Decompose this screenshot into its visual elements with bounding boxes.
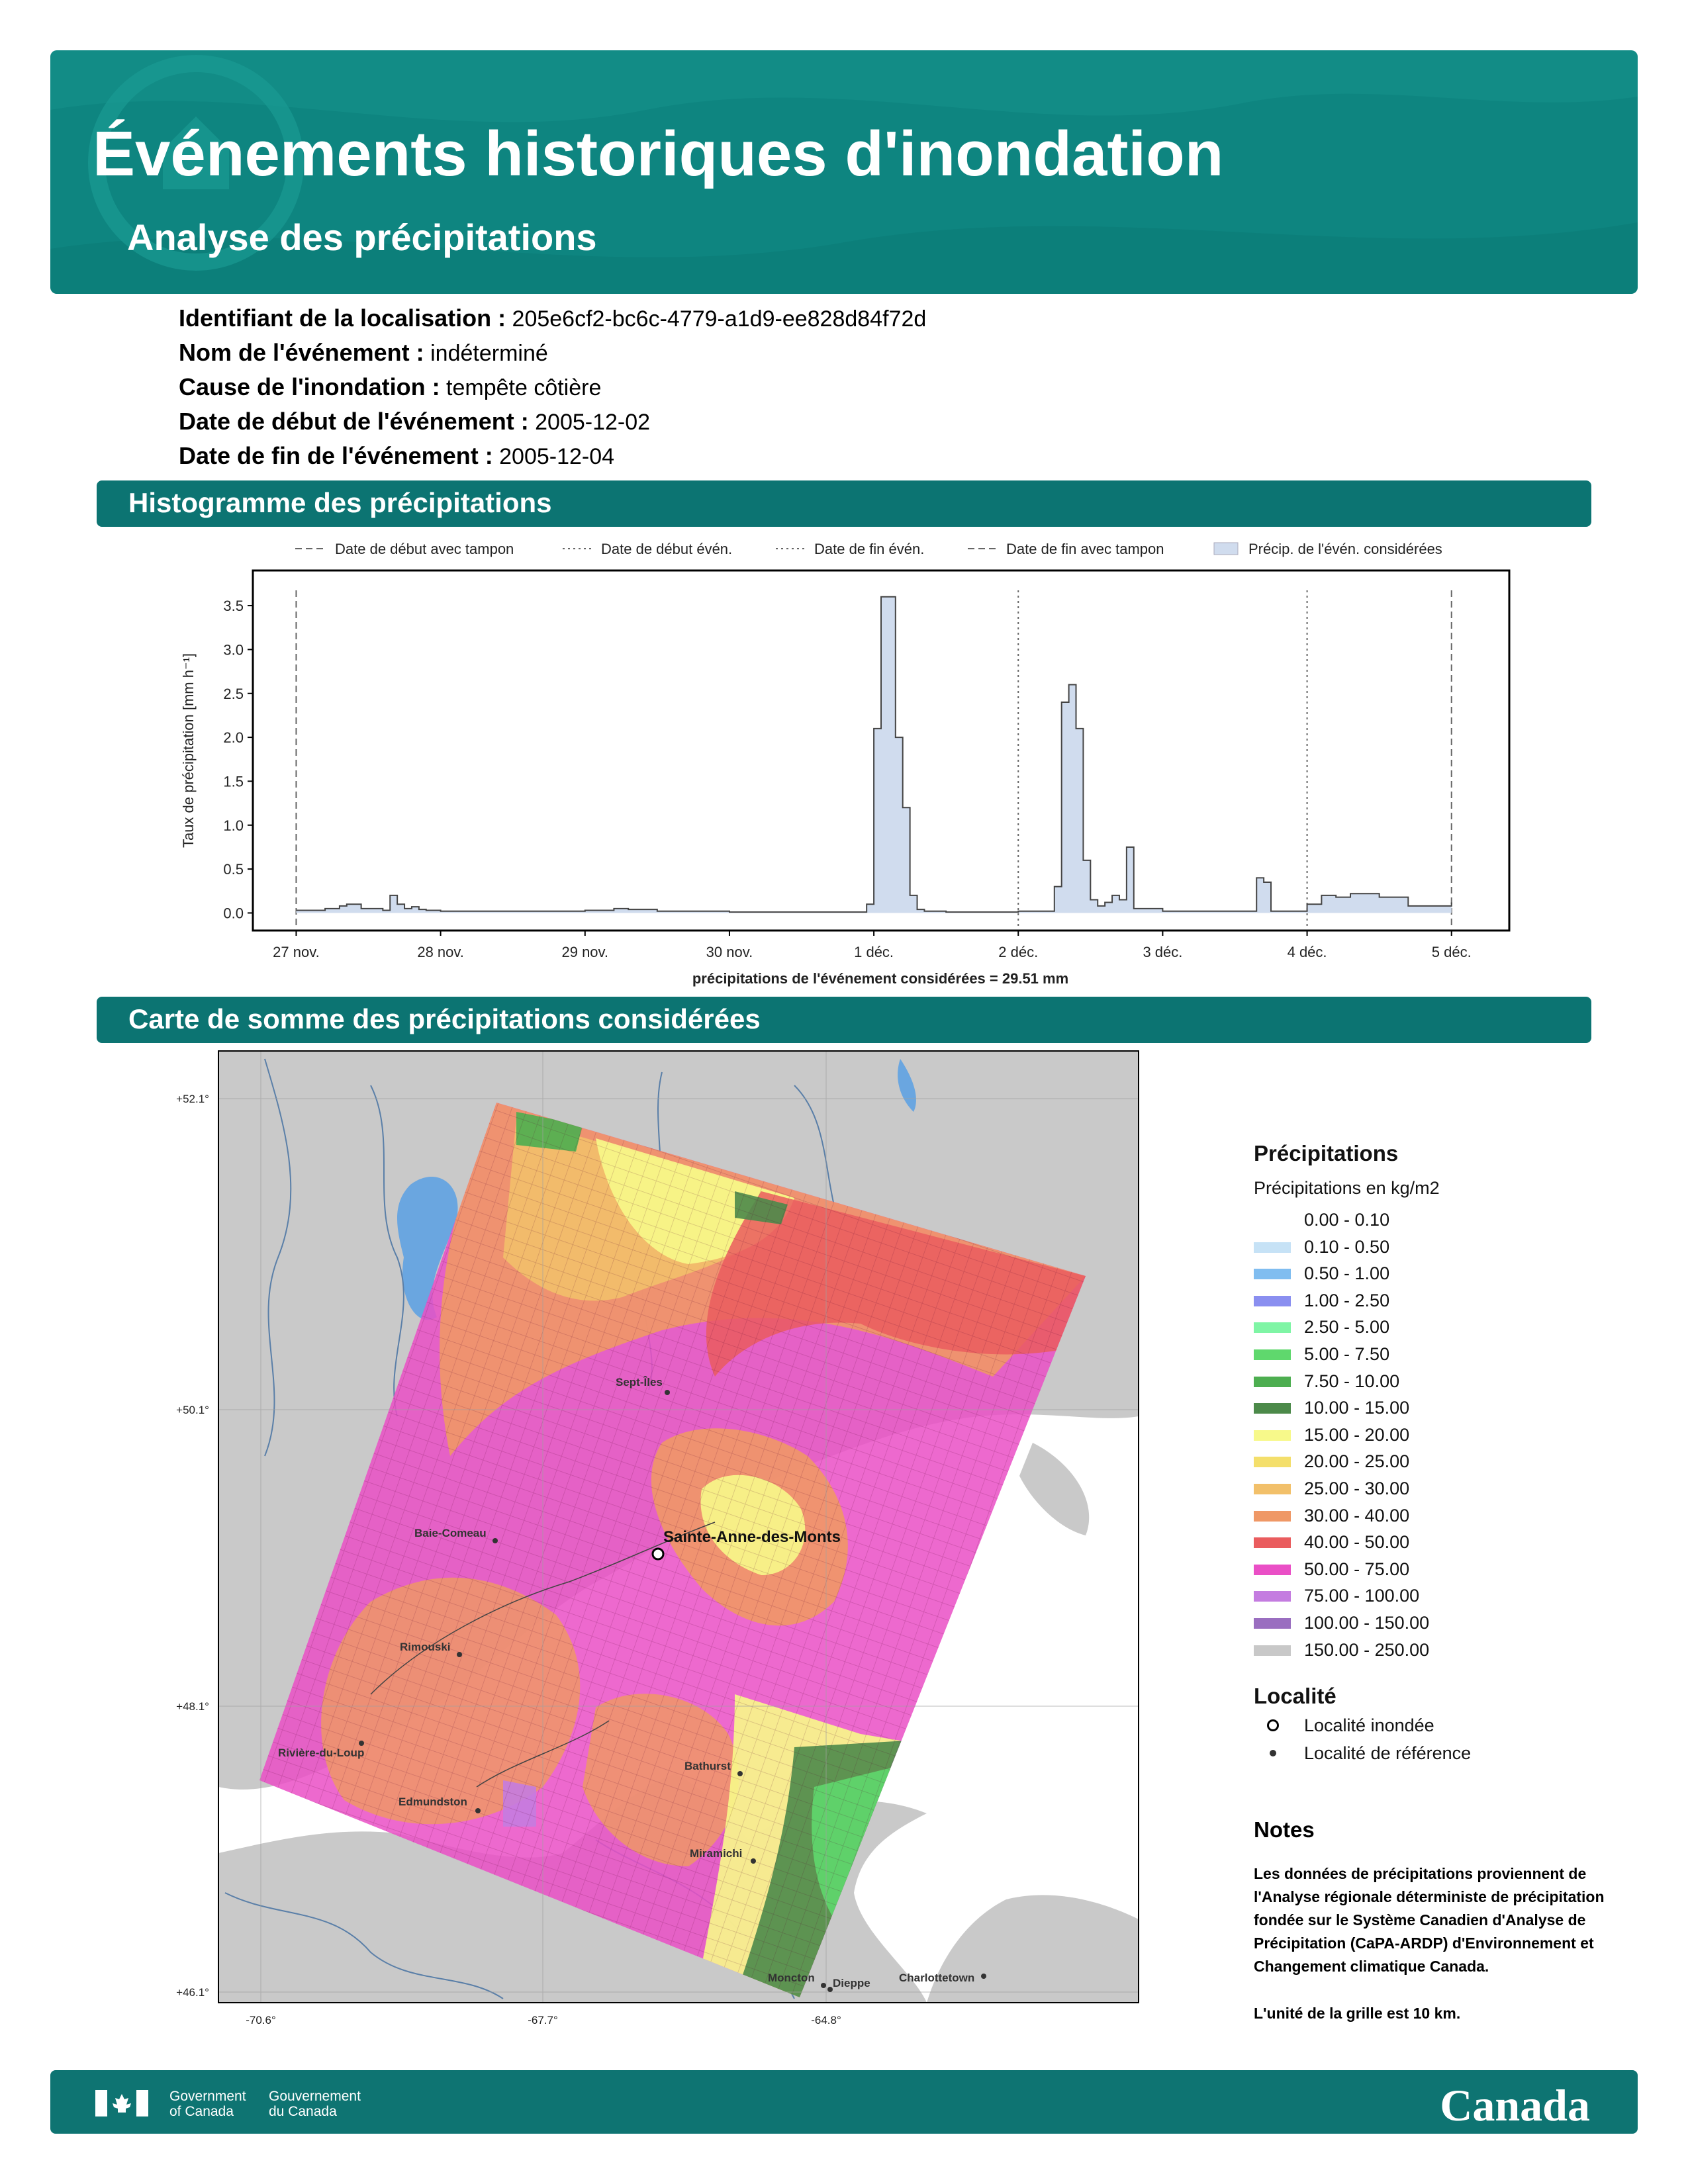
legend-color-swatch: [1254, 1484, 1291, 1494]
legend-label-buffer-end: Date de fin avec tampon: [1006, 541, 1164, 557]
section-title: Carte de somme des précipitations considérées: [128, 1003, 761, 1034]
info-label: Cause de l'inondation :: [179, 373, 440, 400]
info-label: Identifiant de la localisation :: [179, 304, 506, 332]
legend-color-swatch: [1254, 1511, 1291, 1522]
legend-item-label: 15.00 - 20.00: [1304, 1424, 1410, 1445]
legend-item-label: 50.00 - 75.00: [1304, 1559, 1410, 1579]
reference-locality-marker: [821, 1983, 826, 1988]
canada-flag-icon: [95, 2090, 148, 2116]
legend-color-swatch: [1254, 1322, 1291, 1333]
legend-item-label: 40.00 - 50.00: [1304, 1532, 1410, 1553]
info-label: Date de début de l'événement :: [179, 408, 529, 435]
longitude-labels: [246, 2014, 841, 2026]
city-label: Sept-Îles: [616, 1376, 663, 1388]
reference-locality-marker: [457, 1652, 462, 1657]
info-label: Date de fin de l'événement :: [179, 442, 493, 469]
x-tick-label: 27 nov.: [273, 944, 320, 960]
x-axis-caption: précipitations de l'événement considérées = 29.51 mm: [692, 970, 1069, 987]
gov-en: [169, 2089, 246, 2119]
flooded-locality-marker: [653, 1549, 663, 1559]
legend-title: Précipitations: [1254, 1141, 1399, 1165]
city-label: Miramichi: [690, 1847, 743, 1860]
city-label: Moncton: [768, 1972, 815, 1984]
y-tick-label: 1.5: [223, 773, 244, 790]
legend-item-label: 0.00 - 0.10: [1304, 1210, 1390, 1230]
info-value: 2005-12-02: [535, 410, 651, 435]
longitude-label: -64.8°: [811, 2014, 841, 2026]
legend-color-swatch: [1254, 1591, 1291, 1602]
legend-color-swatch: [1254, 1242, 1291, 1253]
y-tick-label: 0.0: [223, 905, 244, 922]
gov-fr-line-1: Gouvernement: [269, 2089, 361, 2104]
x-tick-label: 3 déc.: [1143, 944, 1183, 960]
legend-item-label: 25.00 - 30.00: [1304, 1479, 1410, 1498]
notes-grid-unit: L'unité de la grille est 10 km.: [1254, 2005, 1461, 2022]
y-axis-label: Taux de précipitation [mm h⁻¹]: [180, 653, 197, 848]
legend-item-label: 0.10 - 0.50: [1304, 1236, 1390, 1257]
latitude-label: +48.1°: [176, 1700, 209, 1713]
city-label: Rimouski: [400, 1641, 451, 1653]
info-value: 205e6cf2-bc6c-4779-a1d9-ee828d84f72d: [512, 306, 927, 332]
gov-fr: [269, 2089, 361, 2119]
reference-locality-marker: [981, 1974, 986, 1979]
page-footer: [50, 2070, 1638, 2134]
y-tick-label: 3.0: [223, 641, 244, 659]
x-tick-label: 1 déc.: [854, 944, 894, 960]
latitude-labels: [176, 1093, 209, 1999]
notes-title: Notes: [1254, 1817, 1315, 1842]
info-value: 2005-12-04: [499, 444, 615, 469]
legend-item-label: 5.00 - 7.50: [1304, 1344, 1390, 1364]
map-legend: [1254, 1141, 1472, 1763]
latitude-label: +46.1°: [176, 1986, 209, 1999]
latitude-label: +52.1°: [176, 1093, 209, 1105]
legend-color-swatch: [1254, 1618, 1291, 1629]
legend-item-label: 2.50 - 5.00: [1304, 1317, 1390, 1338]
legend-item-label: 0.50 - 1.00: [1304, 1263, 1390, 1284]
info-label: Nom de l'événement :: [179, 339, 424, 366]
y-tick-label: 0.5: [223, 861, 244, 878]
gov-en-line-1: Government: [169, 2089, 246, 2104]
y-tick-label: 2.0: [223, 729, 244, 747]
gov-en-line-2: of Canada: [169, 2104, 234, 2119]
city-label: Sainte-Anne-des-Monts: [663, 1528, 841, 1546]
legend-label: Localité de référence: [1304, 1743, 1472, 1763]
legend-label: Localité inondée: [1304, 1715, 1434, 1735]
city-label: Bathurst: [684, 1760, 731, 1772]
legend-subtitle: Précipitations en kg/m2: [1254, 1178, 1440, 1198]
legend-label-event-start: Date de début évén.: [601, 541, 733, 557]
legend-label-event-precip: Précip. de l'évén. considérées: [1248, 541, 1442, 557]
reference-locality-marker: [751, 1858, 756, 1864]
x-tick-label: 28 nov.: [417, 944, 464, 960]
notes: [1254, 1817, 1624, 2025]
page-subtitle: Analyse des précipitations: [127, 216, 597, 258]
longitude-label: -70.6°: [246, 2014, 276, 2026]
open-circle-icon: [1267, 1719, 1279, 1731]
legend-item-label: 1.00 - 2.50: [1304, 1290, 1390, 1310]
x-tick-label: 2 déc.: [998, 944, 1039, 960]
reference-locality-marker: [492, 1538, 498, 1543]
dot-icon: [1270, 1750, 1276, 1756]
legend-item-label: 7.50 - 10.00: [1304, 1371, 1400, 1391]
notes-text: Les données de précipitations proviennent de l'Analyse régionale déterministe de précipitation fondée sur le Système Canadien d'Analyse de Précipitation (CaPA-ARDP) d'Environnement et Changement climatique Canada.: [1254, 1865, 1605, 1975]
city-label: Dieppe: [833, 1977, 870, 1989]
city-label: Charlottetown: [899, 1972, 975, 1984]
info-value: indéterminé: [430, 341, 548, 366]
x-tick-label: 4 déc.: [1287, 944, 1327, 960]
latitude-label: +50.1°: [176, 1404, 209, 1416]
legend-color-swatch: [1254, 1565, 1291, 1575]
legend-item-label: 75.00 - 100.00: [1304, 1586, 1420, 1606]
locality-title: Localité: [1254, 1684, 1336, 1708]
y-tick-label: 2.5: [223, 685, 244, 702]
x-tick-label: 30 nov.: [706, 944, 753, 960]
y-tick-label: 1.0: [223, 817, 244, 834]
legend-color-swatch: [1254, 1457, 1291, 1467]
legend-item-label: 20.00 - 25.00: [1304, 1451, 1410, 1472]
reference-locality-marker: [475, 1808, 481, 1813]
longitude-label: -67.7°: [528, 2014, 558, 2026]
map-frame-content: [218, 1051, 1139, 2003]
legend-color-swatch: [1254, 1215, 1291, 1226]
legend-item-label: 100.00 - 150.00: [1304, 1613, 1430, 1633]
info-value: tempête côtière: [446, 375, 602, 400]
reference-locality-marker: [665, 1390, 670, 1395]
city-label: Edmundston: [399, 1796, 467, 1808]
x-tick-label: 5 déc.: [1431, 944, 1472, 960]
section-title: Histogramme des précipitations: [128, 487, 552, 518]
legend-color-swatch: [1254, 1403, 1291, 1414]
legend-label-event-end: Date de fin évén.: [814, 541, 925, 557]
canada-wordmark: Canada: [1440, 2080, 1590, 2130]
legend-item-label: 30.00 - 40.00: [1304, 1505, 1410, 1525]
legend-color-swatch: [1254, 1269, 1291, 1279]
gov-fr-line-2: du Canada: [269, 2104, 337, 2119]
page-title: Événements historiques d'inondation: [93, 118, 1224, 189]
legend-color-swatch: [1254, 1430, 1291, 1441]
legend-color-swatch: [1254, 1377, 1291, 1387]
legend-color-swatch: [1254, 1296, 1291, 1306]
y-tick-label: 3.5: [223, 598, 244, 615]
city-label: Rivière-du-Loup: [278, 1747, 365, 1759]
reference-locality-marker: [359, 1741, 364, 1746]
legend-item-label: 150.00 - 250.00: [1304, 1639, 1430, 1660]
legend-item-label: 10.00 - 15.00: [1304, 1398, 1410, 1418]
legend-color-swatch: [1254, 1537, 1291, 1548]
city-label: Baie-Comeau: [414, 1527, 487, 1539]
reference-locality-marker: [827, 1987, 833, 1992]
reference-locality-marker: [737, 1771, 743, 1776]
x-tick-label: 29 nov.: [561, 944, 609, 960]
legend-color-swatch: [1254, 1645, 1291, 1656]
legend-color-swatch: [1254, 1349, 1291, 1360]
legend-label-buffer-start: Date de début avec tampon: [335, 541, 514, 557]
